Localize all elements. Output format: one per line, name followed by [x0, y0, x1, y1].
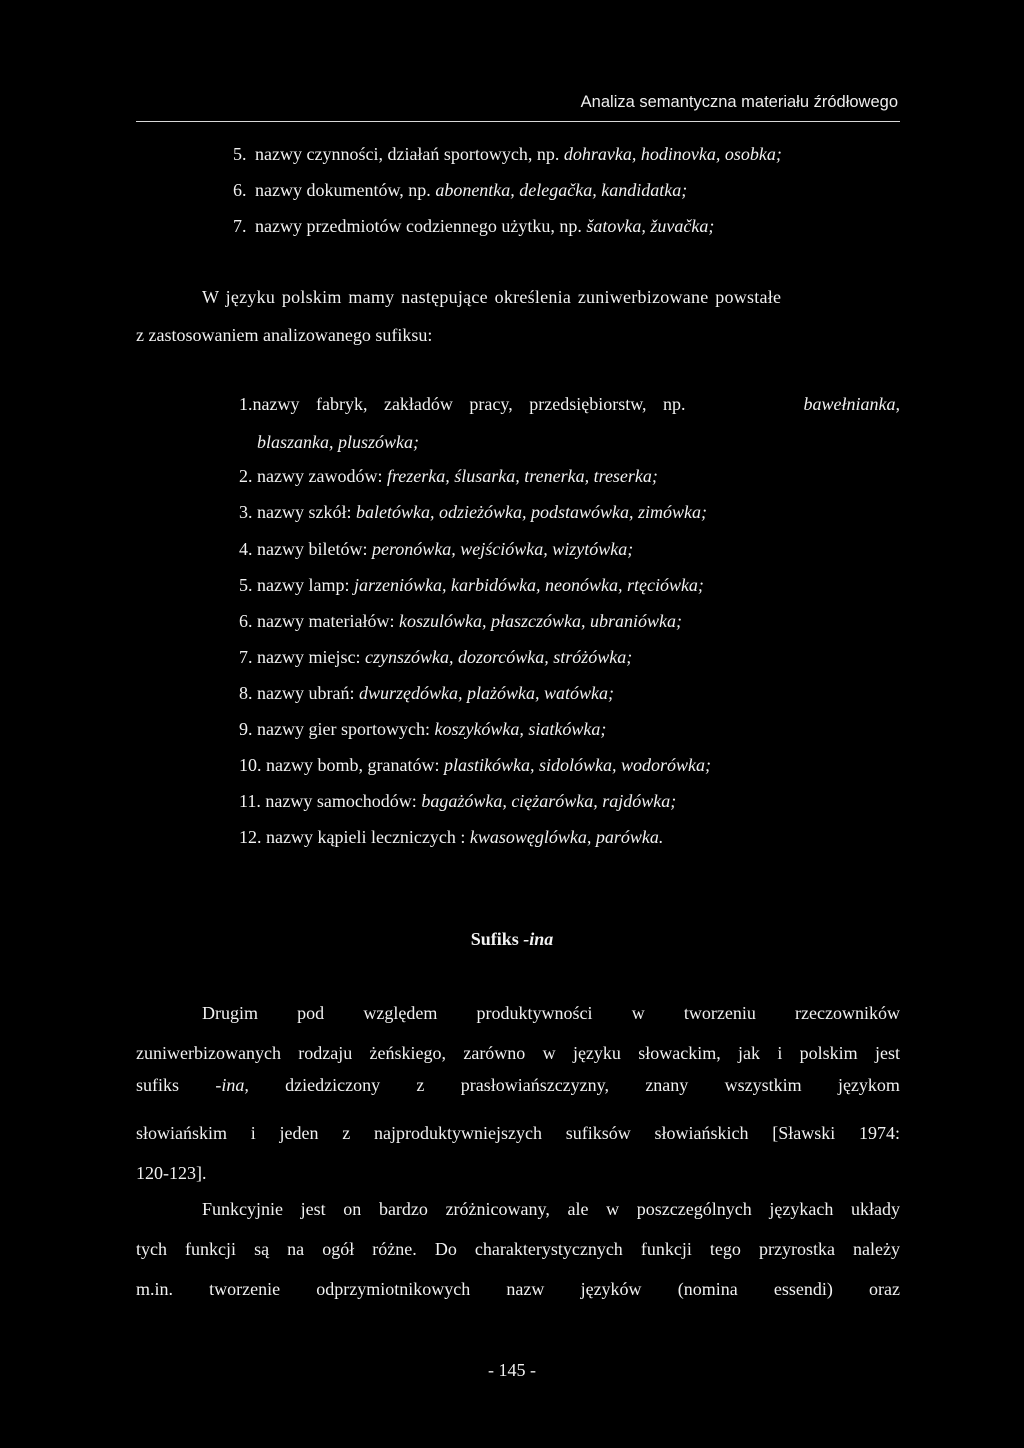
body-paragraph-line: Funkcyjnie jest on bardzo zróżnicowany, ale w poszczególnych językach układy	[202, 1199, 900, 1219]
section-heading	[0, 929, 1024, 950]
list-text: nazwy zawodów:	[257, 466, 387, 486]
list-examples: kwasowęglówka, parówka.	[469, 827, 664, 847]
word: wszystkim	[724, 1075, 802, 1095]
list-text: nazwy ubrań:	[257, 683, 359, 703]
list-number: 1.	[239, 394, 253, 414]
list-text: nazwy przedmiotów codziennego użytku, np.	[255, 216, 587, 236]
page-number: - 145 -	[488, 1360, 536, 1380]
intro-line-1-text: W języku polskim mamy następujące określenia zuniwerbizowane powstałe	[202, 287, 782, 307]
list-text: nazwy samochodów:	[265, 791, 422, 811]
list-number: 10.	[239, 755, 262, 775]
word: językom	[837, 1075, 900, 1095]
body-paragraph-line: Drugim pod względem produktywności w tworzeniu rzeczowników	[202, 1003, 900, 1023]
body-paragraph-line: tych funkcji są na ogół różne. Do charakterystycznych funkcji tego przyrostka należy	[136, 1239, 900, 1259]
list-number: 11.	[239, 791, 261, 811]
list-item	[233, 144, 782, 165]
word: znany	[645, 1075, 689, 1095]
list-number: 2.	[239, 466, 253, 486]
list-item	[233, 216, 714, 237]
list-item	[239, 827, 663, 848]
list-number: 8.	[239, 683, 253, 703]
list-item	[233, 180, 687, 201]
list-examples: jarzeniówka, karbidówka, neonówka, rtęciówka;	[353, 575, 704, 595]
word: prasłowiańszczyzny,	[460, 1075, 609, 1095]
list-text: nazwy fabryk, zakładów pracy, przedsiębiorstw, np.	[252, 394, 686, 414]
list-examples: dohravka, hodinovka, osobka;	[563, 144, 782, 164]
list-number: 5.	[239, 575, 253, 595]
list-item	[239, 539, 633, 560]
word: dziedziczony	[285, 1075, 381, 1095]
list-text: nazwy lamp:	[257, 575, 354, 595]
list-examples: dwurzędówka, plażówka, watówka;	[358, 683, 614, 703]
list-number: 4.	[239, 539, 253, 559]
intro-line-1	[202, 287, 900, 308]
list-examples: koszulówka, płaszczówka, ubraniówka;	[398, 611, 682, 631]
body-paragraph-line	[136, 1075, 900, 1096]
section-heading-suffix: -ina	[523, 929, 554, 949]
list-examples: blaszanka, pluszówka;	[257, 432, 419, 452]
running-header: Analiza semantyczna materiału źródłowego	[580, 93, 898, 111]
body-paragraph-line: słowiańskim i jeden z najproduktywniejszych sufiksów słowiańskich [Sławski 1974:	[136, 1123, 900, 1143]
list-text: nazwy szkół:	[257, 502, 356, 522]
list-examples: bawełnianka,	[803, 394, 900, 414]
list-item	[239, 611, 682, 632]
word: z	[416, 1075, 425, 1095]
list-number: 7.	[239, 647, 253, 667]
list-item	[239, 647, 632, 668]
list-examples: šatovka, žuvačka;	[586, 216, 715, 236]
list-examples: koszykówka, siatkówka;	[434, 719, 607, 739]
list-examples: baletówka, odzieżówka, podstawówka, zimówka;	[355, 502, 707, 522]
list-item	[239, 575, 704, 596]
list-text: nazwy dokumentów, np.	[255, 180, 436, 200]
list-text: nazwy czynności, działań sportowych, np.	[255, 144, 564, 164]
section-heading-prefix: Sufiks	[470, 929, 524, 949]
intro-line-2: z zastosowaniem analizowanego sufiksu:	[136, 325, 433, 345]
list-examples: abonentka, delegačka, kandidatka;	[435, 180, 688, 200]
list-number: 6.	[239, 611, 253, 631]
list-number: 5.	[233, 144, 247, 164]
list-item-continuation	[257, 432, 419, 453]
list-number: 12.	[239, 827, 262, 847]
list-item	[239, 683, 614, 704]
list-number: 3.	[239, 502, 253, 522]
list-examples: peronówka, wejściówka, wizytówka;	[371, 539, 634, 559]
list-number: 6.	[233, 180, 247, 200]
list-item	[239, 755, 711, 776]
list-text: nazwy bomb, granatów:	[266, 755, 444, 775]
list-text: nazwy gier sportowych:	[257, 719, 435, 739]
list-item	[239, 394, 900, 415]
list-item	[239, 791, 676, 812]
body-paragraph-line: zuniwerbizowanych rodzaju żeńskiego, zarówno w języku słowackim, jak i polskim jest	[136, 1043, 900, 1063]
word: sufiks	[136, 1075, 180, 1095]
header-rule	[136, 121, 900, 122]
list-examples: bagażówka, ciężarówka, rajdówka;	[421, 791, 677, 811]
list-item	[239, 502, 707, 523]
list-item	[239, 466, 658, 487]
list-examples: czynszówka, dozorcówka, stróżówka;	[364, 647, 633, 667]
list-item	[239, 719, 606, 740]
list-text: nazwy materiałów:	[257, 611, 399, 631]
body-paragraph-line: 120-123].	[136, 1163, 207, 1183]
list-examples: frezerka, ślusarka, trenerka, treserka;	[386, 466, 658, 486]
body-paragraph-line: m.in. tworzenie odprzymiotnikowych nazw języków (nomina essendi) oraz	[136, 1279, 900, 1299]
list-text: nazwy biletów:	[257, 539, 372, 559]
list-examples: plastikówka, sidolówka, wodorówka;	[443, 755, 711, 775]
italic-suffix: -ina,	[215, 1075, 249, 1095]
list-number: 9.	[239, 719, 253, 739]
list-number: 7.	[233, 216, 247, 236]
list-number-and-text	[239, 394, 686, 415]
list-text: nazwy miejsc:	[257, 647, 365, 667]
list-text: nazwy kąpieli leczniczych :	[266, 827, 470, 847]
